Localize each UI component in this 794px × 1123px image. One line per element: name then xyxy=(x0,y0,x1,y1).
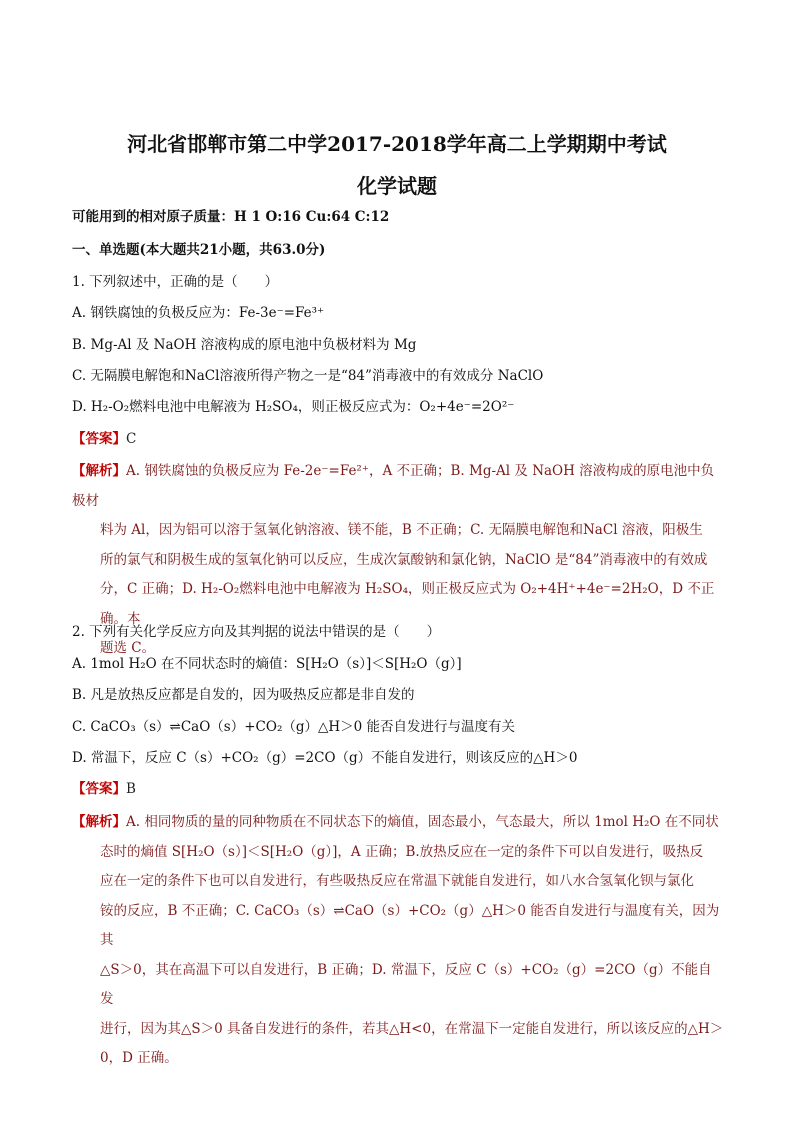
question-1-option-d: D. H₂-O₂燃料电池中电解液为 H₂SO₄，则正极反应式为：O₂+4e⁻=2O²⁻ xyxy=(72,399,515,415)
explanation-line: 料为 Al，因为铝可以溶于氢氧化钠溶液、镁不能，B 不正确；C. 无隔膜电解饱和NaCl 溶液，阳极生 xyxy=(100,522,703,538)
question-2-option-d: D. 常温下，反应 C（s）+CO₂（g）=2CO（g）不能自发进行，则该反应的△H＞0 xyxy=(72,750,578,766)
question-2-option-b: B. 凡是放热反应都是自发的，因为吸热反应都是非自发的 xyxy=(72,687,415,703)
question-2-explanation xyxy=(72,808,724,1074)
explanation-line: △S＞0，其在高温下可以自发进行，B 正确；D. 常温下，反应 C（s）+CO₂（g）=2CO（g）不能自发 xyxy=(100,961,712,1007)
question-1-option-c: C. 无隔膜电解饱和NaCl溶液所得产物之一是“84”消毒液中的有效成分 NaClO xyxy=(72,368,544,384)
answer-value: C xyxy=(126,431,137,447)
explanation-tag: 【解析】 xyxy=(72,463,126,479)
answer-value: B xyxy=(126,781,136,797)
explanation-line: A. 钢铁腐蚀的负极反应为 Fe-2e⁻=Fe²⁺，A 不正确；B. Mg-Al 及 NaOH 溶液构成的原电池中负极材 xyxy=(72,463,715,509)
explanation-line: 0，D 正确。 xyxy=(100,1050,178,1066)
question-2-option-c: C. CaCO₃（s）⇌CaO（s）+CO₂（g）△H＞0 能否自发进行与温度有关 xyxy=(72,719,516,735)
question-1-answer xyxy=(72,429,136,449)
explanation-line: 题选 C。 xyxy=(100,640,156,656)
explanation-line: A. 相同物质的量的同种物质在不同状态下的熵值，固态最小，气态最大，所以 1mol H₂O 在不同状 xyxy=(126,814,719,830)
atomic-masses-note: 可能用到的相对原子质量：H 1 O:16 Cu:64 C:12 xyxy=(72,209,390,225)
explanation-tag: 【解析】 xyxy=(72,814,126,830)
answer-tag: 【答案】 xyxy=(72,781,126,797)
explanation-line: 铵的反应，B 不正确；C. CaCO₃（s）⇌CaO（s）+CO₂（g）△H＞0 能否自发进行与温度有关，因为其 xyxy=(100,902,720,948)
document-subtitle: 化学试题 xyxy=(357,174,437,198)
answer-tag: 【答案】 xyxy=(72,431,126,447)
question-1-option-b: B. Mg-Al 及 NaOH 溶液构成的原电池中负极材料为 Mg xyxy=(72,337,417,353)
explanation-line: 分，C 正确；D. H₂-O₂燃料电池中电解液为 H₂SO₄，则正极反应式为 O₂+4H⁺+4e⁻=2H₂O，D 不正确。本 xyxy=(100,581,715,627)
explanation-line: 应在一定的条件下也可以自发进行，有些吸热反应在常温下就能自发进行，如八水合氢氧化钡与氯化 xyxy=(100,873,694,889)
document-title: 河北省邯郸市第二中学2017-2018学年高二上学期期中考试 xyxy=(127,132,667,156)
question-2-option-a: A. 1mol H₂O 在不同状态时的熵值：S[H₂O（s）]＜S[H₂O（g）] xyxy=(72,656,462,672)
question-2-answer xyxy=(72,779,136,799)
explanation-line: 态时的熵值 S[H₂O（s）]＜S[H₂O（g）]，A 正确；B.放热反应在一定的条件下可以自发进行，吸热反 xyxy=(100,843,704,860)
question-1-stem: 1. 下列叙述中，正确的是（ ） xyxy=(72,274,279,290)
question-2-stem: 2. 下列有关化学反应方向及其判据的说法中错误的是（ ） xyxy=(72,624,441,640)
question-1-option-a: A. 钢铁腐蚀的负极反应为：Fe-3e⁻=Fe³⁺ xyxy=(72,305,325,321)
explanation-line: 进行，因为其△S＞0 具备自发进行的条件，若其△H<0，在常温下一定能自发进行，所以该反应的△H＞ xyxy=(100,1020,724,1037)
explanation-line: 所的氯气和阴极生成的氢氧化钠可以反应，生成次氯酸钠和氯化钠，NaClO 是“84”消毒液中的有效成 xyxy=(100,551,708,568)
section-heading: 一、单选题(本大题共21小题，共63.0分) xyxy=(72,242,326,258)
